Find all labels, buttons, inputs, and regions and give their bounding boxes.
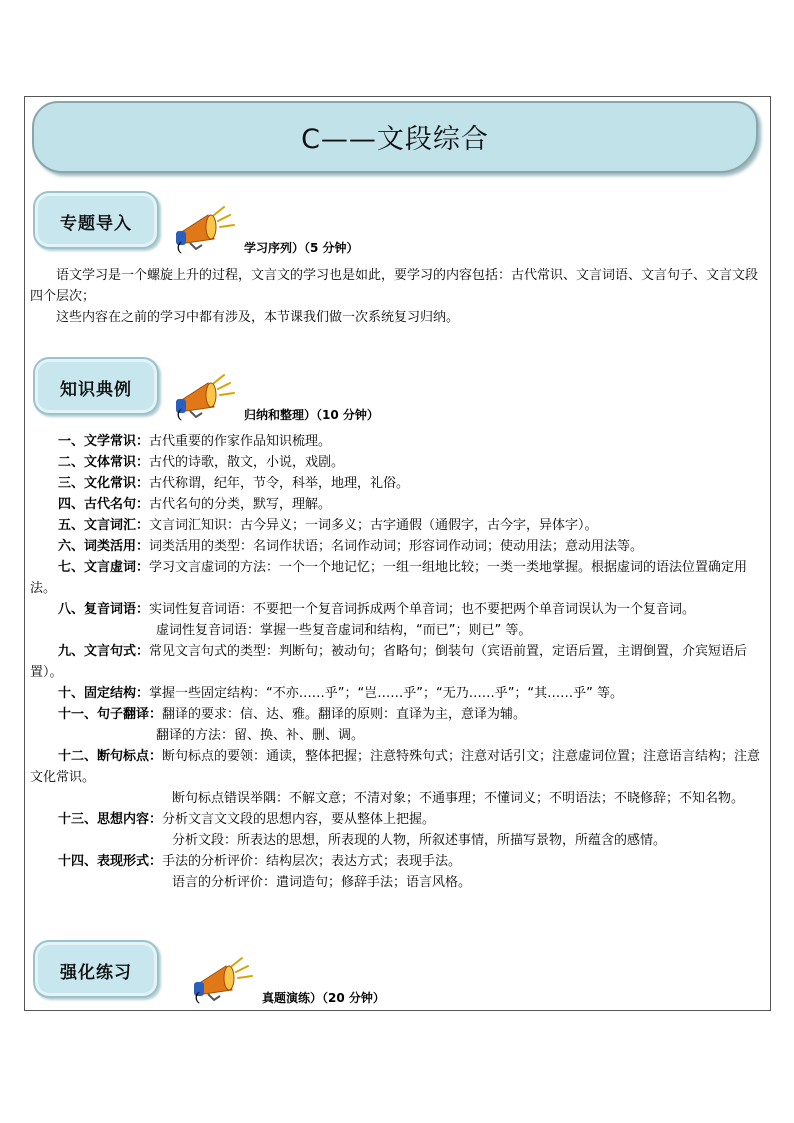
list-item: 三、文化常识：古代称谓，纪年，节令，科举，地理，礼俗。 — [58, 476, 410, 491]
list-item: 九、文言句式：常见文言句式的类型：判断句；被动句；省略句；倒装句（宾语前置，定语后置，主谓倒置，介宾短语后置）。 — [30, 644, 748, 680]
list-item-continuation: 翻译的方法：留、换、补、删、调。 — [156, 728, 365, 743]
list-item: 十二、断句标点：断句标点的要领：通读，整体把握；注意特殊句式；注意对话引文；注意虚词位置；注意语言结构；注意文化常识。 — [30, 749, 761, 785]
list-item-continuation: 语言的分析评价：遣词造句；修辞手法；语言风格。 — [172, 875, 472, 890]
section-label: 知识典例 — [60, 380, 132, 400]
list-item-continuation: 虚词性复音词语：掌握一些复音虚词和结构，“而已”；则已” 等。 — [156, 623, 532, 638]
intro-paragraph: 语文学习是一个螺旋上升的过程，文言文的学习也是如此，要学习的内容包括：古代常识、文言词语、文言句子、文言文段四个层次； — [30, 268, 759, 304]
section-label-box — [33, 357, 159, 415]
list-item: 六、词类活用：词类活用的类型：名词作状语；名词作动词；形容词作动词；使动用法；意动用法等。 — [58, 539, 644, 554]
list-item: 十一、句子翻译：翻译的要求：信、达、雅。翻译的原则：直译为主，意译为辅。 — [58, 707, 527, 722]
list-item-continuation: 分析文段：所表达的思想，所表现的人物，所叙述事情，所描写景物，所蕴含的感情。 — [172, 833, 667, 848]
list-item: 十、固定结构：掌握一些固定结构：“不亦……乎”；“岂……乎”；“无乃……乎”；“其……乎” 等。 — [58, 686, 624, 701]
list-item: 十三、思想内容：分析文言文文段的思想内容，要从整体上把握。 — [58, 812, 436, 827]
section-label: 强化练习 — [60, 963, 132, 983]
section-label-box — [33, 191, 159, 249]
section-label: 专题导入 — [60, 214, 132, 234]
list-item: 八、复音词语：实词性复音词语：不要把一个复音词拆成两个单音词；也不要把两个单音词误认为一个复音词。 — [58, 602, 696, 617]
list-item: 十四、表现形式：手法的分析评价：结构层次；表达方式；表现手法。 — [58, 854, 462, 869]
page-title: C——文段综合 — [301, 124, 489, 155]
section-subtitle: （ 学习序列）（5 分钟） — [170, 241, 359, 255]
intro-paragraph: 这些内容在之前的学习中都有涉及，本节课我们做一次系统复习归纳。 — [56, 310, 460, 325]
list-item-continuation: 断句标点错误举隅：不解文意；不清对象；不通事理；不懂词义；不明语法；不晓修辞；不知名物。 — [172, 791, 745, 806]
list-item: 二、文体常识：古代的诗歌，散文，小说，戏剧。 — [58, 455, 345, 470]
section-subtitle: （ 归纳和整理）（10 分钟） — [170, 408, 379, 422]
list-item: 七、文言虚词：学习文言虚词的方法：一个一个地记忆；一组一组地比较；一类一类地掌握。根据虚词的语法位置确定用法。 — [30, 560, 748, 596]
list-item: 五、文言词汇：文言词汇知识：古今异义；一词多义；古字通假（通假字，古今字，异体字）。 — [58, 518, 598, 533]
section-label-box — [33, 940, 159, 998]
list-item: 一、文学常识：古代重要的作家作品知识梳理。 — [58, 434, 332, 449]
knowledge-list — [30, 431, 768, 893]
title-banner — [32, 101, 758, 173]
list-item: 四、古代名句：古代名句的分类，默写，理解。 — [58, 497, 332, 512]
section-subtitle: （ 真题演练）（20 分钟） — [188, 991, 385, 1005]
